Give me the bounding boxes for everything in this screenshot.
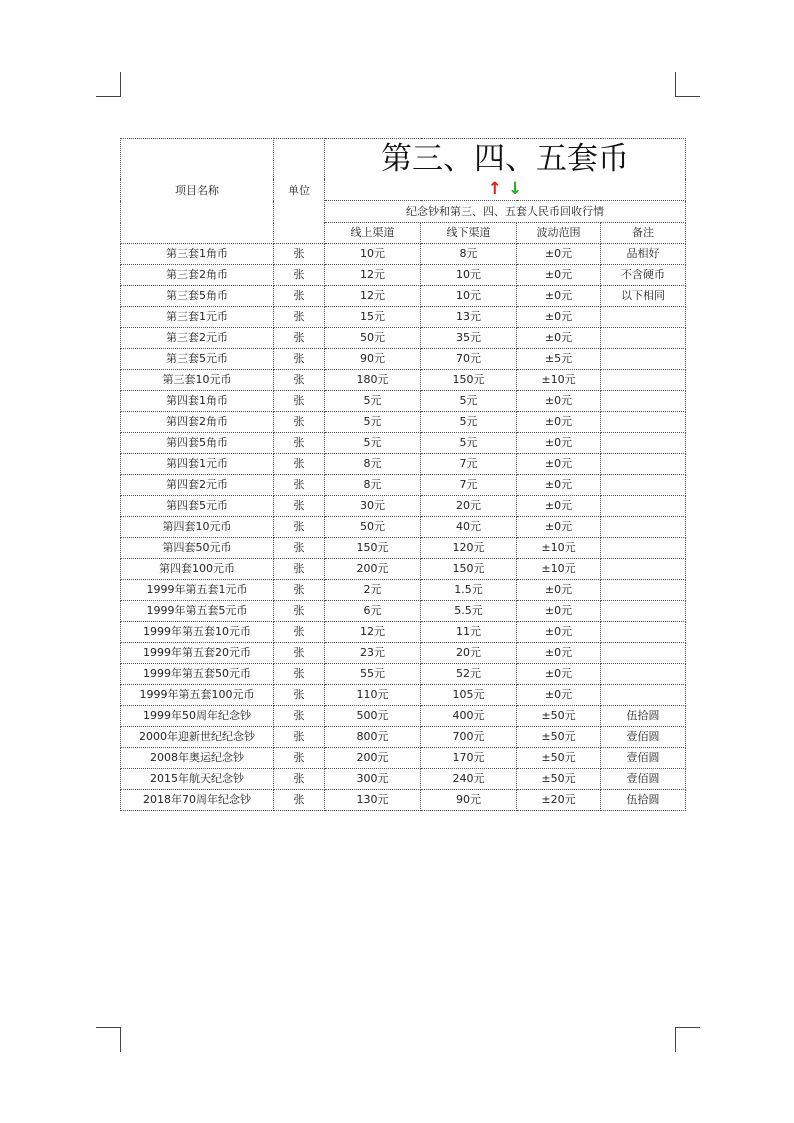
fluctuation-cell: ±0元	[517, 286, 601, 307]
offline-price-cell: 10元	[421, 286, 517, 307]
online-price-cell: 30元	[325, 496, 421, 517]
fluctuation-cell: ±0元	[517, 685, 601, 706]
unit-cell: 张	[274, 538, 325, 559]
offline-price-cell: 5.5元	[421, 601, 517, 622]
table-row	[121, 454, 686, 475]
table-row	[121, 706, 686, 727]
remarks-cell	[601, 391, 686, 412]
unit-cell: 张	[274, 496, 325, 517]
online-price-cell: 150元	[325, 538, 421, 559]
online-price-cell: 5元	[325, 391, 421, 412]
online-price-cell: 55元	[325, 664, 421, 685]
item-name-cell: 2000年迎新世纪纪念钞	[121, 727, 274, 748]
unit-cell: 张	[274, 517, 325, 538]
offline-price-cell: 400元	[421, 706, 517, 727]
remarks-cell	[601, 370, 686, 391]
item-name-cell: 第三套10元币	[121, 370, 274, 391]
remarks-cell	[601, 622, 686, 643]
item-name-cell: 1999年第五套1元币	[121, 580, 274, 601]
online-price-cell: 12元	[325, 622, 421, 643]
offline-price-cell: 170元	[421, 748, 517, 769]
table-row	[121, 370, 686, 391]
trend-arrows	[325, 179, 686, 201]
offline-price-cell: 5元	[421, 412, 517, 433]
offline-price-cell: 10元	[421, 265, 517, 286]
fluctuation-cell: ±0元	[517, 622, 601, 643]
fluctuation-cell: ±50元	[517, 727, 601, 748]
unit-cell: 张	[274, 349, 325, 370]
online-price-cell: 8元	[325, 475, 421, 496]
table-row	[121, 286, 686, 307]
online-price-cell: 130元	[325, 790, 421, 811]
table-row	[121, 391, 686, 412]
fluctuation-cell: ±0元	[517, 664, 601, 685]
fluctuation-cell: ±0元	[517, 580, 601, 601]
fluctuation-cell: ±0元	[517, 244, 601, 265]
remarks-cell	[601, 328, 686, 349]
unit-cell: 张	[274, 769, 325, 790]
online-price-cell: 12元	[325, 265, 421, 286]
remarks-cell	[601, 643, 686, 664]
item-name-cell: 第四套10元币	[121, 517, 274, 538]
offline-price-cell: 240元	[421, 769, 517, 790]
fluctuation-cell: ±0元	[517, 601, 601, 622]
unit-cell: 张	[274, 328, 325, 349]
offline-price-cell: 52元	[421, 664, 517, 685]
remarks-cell	[601, 454, 686, 475]
fluctuation-range-header: 波动范围	[517, 223, 601, 244]
unit-cell: 张	[274, 475, 325, 496]
unit-cell: 张	[274, 643, 325, 664]
remarks-cell: 壹佰圆	[601, 769, 686, 790]
online-price-cell: 5元	[325, 433, 421, 454]
arrow-up-icon: ↑	[487, 179, 502, 199]
remarks-cell	[601, 664, 686, 685]
online-price-cell: 50元	[325, 517, 421, 538]
table-subtitle: 纪念钞和第三、四、五套人民币回收行情	[325, 201, 686, 223]
offline-price-cell: 1.5元	[421, 580, 517, 601]
item-name-cell: 1999年第五套20元币	[121, 643, 274, 664]
remarks-cell	[601, 517, 686, 538]
fluctuation-cell: ±20元	[517, 790, 601, 811]
unit-cell: 张	[274, 412, 325, 433]
table-row	[121, 265, 686, 286]
unit-cell: 张	[274, 265, 325, 286]
fluctuation-cell: ±0元	[517, 307, 601, 328]
fluctuation-cell: ±0元	[517, 454, 601, 475]
item-name-cell: 第三套5元币	[121, 349, 274, 370]
unit-cell: 张	[274, 307, 325, 328]
online-price-cell: 800元	[325, 727, 421, 748]
unit-cell: 张	[274, 580, 325, 601]
offline-price-cell: 150元	[421, 370, 517, 391]
online-price-cell: 200元	[325, 748, 421, 769]
online-price-cell: 23元	[325, 643, 421, 664]
offline-channel-header: 线下渠道	[421, 223, 517, 244]
table-row	[121, 580, 686, 601]
item-name-cell: 第三套1角币	[121, 244, 274, 265]
online-price-cell: 10元	[325, 244, 421, 265]
fluctuation-cell: ±50元	[517, 706, 601, 727]
fluctuation-cell: ±0元	[517, 328, 601, 349]
offline-price-cell: 70元	[421, 349, 517, 370]
online-price-cell: 90元	[325, 349, 421, 370]
remarks-cell	[601, 412, 686, 433]
online-price-cell: 180元	[325, 370, 421, 391]
fluctuation-cell: ±0元	[517, 496, 601, 517]
table-row	[121, 685, 686, 706]
offline-price-cell: 40元	[421, 517, 517, 538]
remarks-cell: 以下相同	[601, 286, 686, 307]
unit-cell: 张	[274, 727, 325, 748]
table-row	[121, 307, 686, 328]
offline-price-cell: 13元	[421, 307, 517, 328]
unit-cell: 张	[274, 748, 325, 769]
crop-mark-bottom-right	[675, 1027, 700, 1052]
remarks-cell	[601, 601, 686, 622]
item-name-cell: 第四套1元币	[121, 454, 274, 475]
crop-mark-top-left	[96, 72, 121, 97]
online-price-cell: 8元	[325, 454, 421, 475]
remarks-cell	[601, 580, 686, 601]
fluctuation-cell: ±0元	[517, 412, 601, 433]
unit-cell: 张	[274, 622, 325, 643]
remarks-cell	[601, 349, 686, 370]
unit-cell: 张	[274, 370, 325, 391]
offline-price-cell: 35元	[421, 328, 517, 349]
remarks-cell	[601, 475, 686, 496]
crop-mark-top-right	[675, 72, 700, 97]
table-row	[121, 244, 686, 265]
unit-cell: 张	[274, 685, 325, 706]
item-name-cell: 第四套1角币	[121, 391, 274, 412]
offline-price-cell: 7元	[421, 475, 517, 496]
remarks-cell	[601, 496, 686, 517]
item-name-cell: 第三套2角币	[121, 265, 274, 286]
table-row	[121, 790, 686, 811]
table-row	[121, 517, 686, 538]
unit-cell: 张	[274, 601, 325, 622]
online-price-cell: 5元	[325, 412, 421, 433]
online-price-cell: 12元	[325, 286, 421, 307]
fluctuation-cell: ±0元	[517, 391, 601, 412]
table-row	[121, 643, 686, 664]
fluctuation-cell: ±5元	[517, 349, 601, 370]
fluctuation-cell: ±0元	[517, 643, 601, 664]
offline-price-cell: 90元	[421, 790, 517, 811]
offline-price-cell: 150元	[421, 559, 517, 580]
arrow-down-icon: ↓	[508, 179, 523, 199]
table-row	[121, 412, 686, 433]
item-name-cell: 第四套5元币	[121, 496, 274, 517]
online-price-cell: 15元	[325, 307, 421, 328]
item-name-cell: 2015年航天纪念钞	[121, 769, 274, 790]
table-row	[121, 538, 686, 559]
offline-price-cell: 5元	[421, 391, 517, 412]
fluctuation-cell: ±0元	[517, 265, 601, 286]
unit-cell: 张	[274, 454, 325, 475]
unit-cell: 张	[274, 244, 325, 265]
item-name-cell: 1999年第五套10元币	[121, 622, 274, 643]
item-name-cell: 第四套100元币	[121, 559, 274, 580]
item-name-cell: 第四套2角币	[121, 412, 274, 433]
offline-price-cell: 5元	[421, 433, 517, 454]
item-name-cell: 第四套5角币	[121, 433, 274, 454]
remarks-cell: 壹佰圆	[601, 727, 686, 748]
remarks-cell	[601, 538, 686, 559]
unit-cell: 张	[274, 391, 325, 412]
online-price-cell: 2元	[325, 580, 421, 601]
remarks-header: 备注	[601, 223, 686, 244]
fluctuation-cell: ±10元	[517, 538, 601, 559]
table-row	[121, 622, 686, 643]
unit-cell: 张	[274, 706, 325, 727]
offline-price-cell: 7元	[421, 454, 517, 475]
table-row	[121, 475, 686, 496]
offline-price-cell: 20元	[421, 643, 517, 664]
remarks-cell	[601, 433, 686, 454]
item-name-cell: 1999年50周年纪念钞	[121, 706, 274, 727]
table-body	[121, 244, 686, 811]
table-row	[121, 433, 686, 454]
remarks-cell	[601, 559, 686, 580]
fluctuation-cell: ±0元	[517, 433, 601, 454]
item-name-cell: 第三套1元币	[121, 307, 274, 328]
item-name-cell: 1999年第五套50元币	[121, 664, 274, 685]
offline-price-cell: 700元	[421, 727, 517, 748]
offline-price-cell: 105元	[421, 685, 517, 706]
unit-cell: 张	[274, 790, 325, 811]
item-name-cell: 2018年70周年纪念钞	[121, 790, 274, 811]
remarks-cell	[601, 307, 686, 328]
fluctuation-cell: ±50元	[517, 769, 601, 790]
table-row	[121, 328, 686, 349]
offline-price-cell: 20元	[421, 496, 517, 517]
fluctuation-cell: ±0元	[517, 475, 601, 496]
item-name-cell: 第三套5角币	[121, 286, 274, 307]
remarks-cell: 伍拾圆	[601, 790, 686, 811]
remarks-cell: 壹佰圆	[601, 748, 686, 769]
item-name-cell: 第四套50元币	[121, 538, 274, 559]
online-price-cell: 200元	[325, 559, 421, 580]
online-price-cell: 6元	[325, 601, 421, 622]
offline-price-cell: 11元	[421, 622, 517, 643]
fluctuation-cell: ±10元	[517, 559, 601, 580]
offline-price-cell: 8元	[421, 244, 517, 265]
unit-header: 单位	[274, 139, 325, 244]
online-price-cell: 110元	[325, 685, 421, 706]
unit-cell: 张	[274, 664, 325, 685]
item-name-header: 项目名称	[121, 139, 274, 244]
unit-cell: 张	[274, 559, 325, 580]
table-row	[121, 664, 686, 685]
fluctuation-cell: ±10元	[517, 370, 601, 391]
unit-cell: 张	[274, 286, 325, 307]
remarks-cell: 不含硬币	[601, 265, 686, 286]
item-name-cell: 1999年第五套5元币	[121, 601, 274, 622]
table-row	[121, 559, 686, 580]
table-row	[121, 769, 686, 790]
item-name-cell: 2008年奥运纪念钞	[121, 748, 274, 769]
remarks-cell: 伍拾圆	[601, 706, 686, 727]
item-name-cell: 第四套2元币	[121, 475, 274, 496]
online-channel-header: 线上渠道	[325, 223, 421, 244]
item-name-cell: 第三套2元币	[121, 328, 274, 349]
table-row	[121, 748, 686, 769]
page-title: 第三、四、五套币	[325, 139, 686, 180]
online-price-cell: 50元	[325, 328, 421, 349]
table-row	[121, 727, 686, 748]
table-row	[121, 601, 686, 622]
fluctuation-cell: ±0元	[517, 517, 601, 538]
offline-price-cell: 120元	[421, 538, 517, 559]
table-row	[121, 349, 686, 370]
online-price-cell: 300元	[325, 769, 421, 790]
unit-cell: 张	[274, 433, 325, 454]
crop-mark-bottom-left	[96, 1027, 121, 1052]
remarks-cell: 品相好	[601, 244, 686, 265]
item-name-cell: 1999年第五套100元币	[121, 685, 274, 706]
table-row	[121, 496, 686, 517]
online-price-cell: 500元	[325, 706, 421, 727]
fluctuation-cell: ±50元	[517, 748, 601, 769]
price-table	[120, 138, 686, 811]
remarks-cell	[601, 685, 686, 706]
